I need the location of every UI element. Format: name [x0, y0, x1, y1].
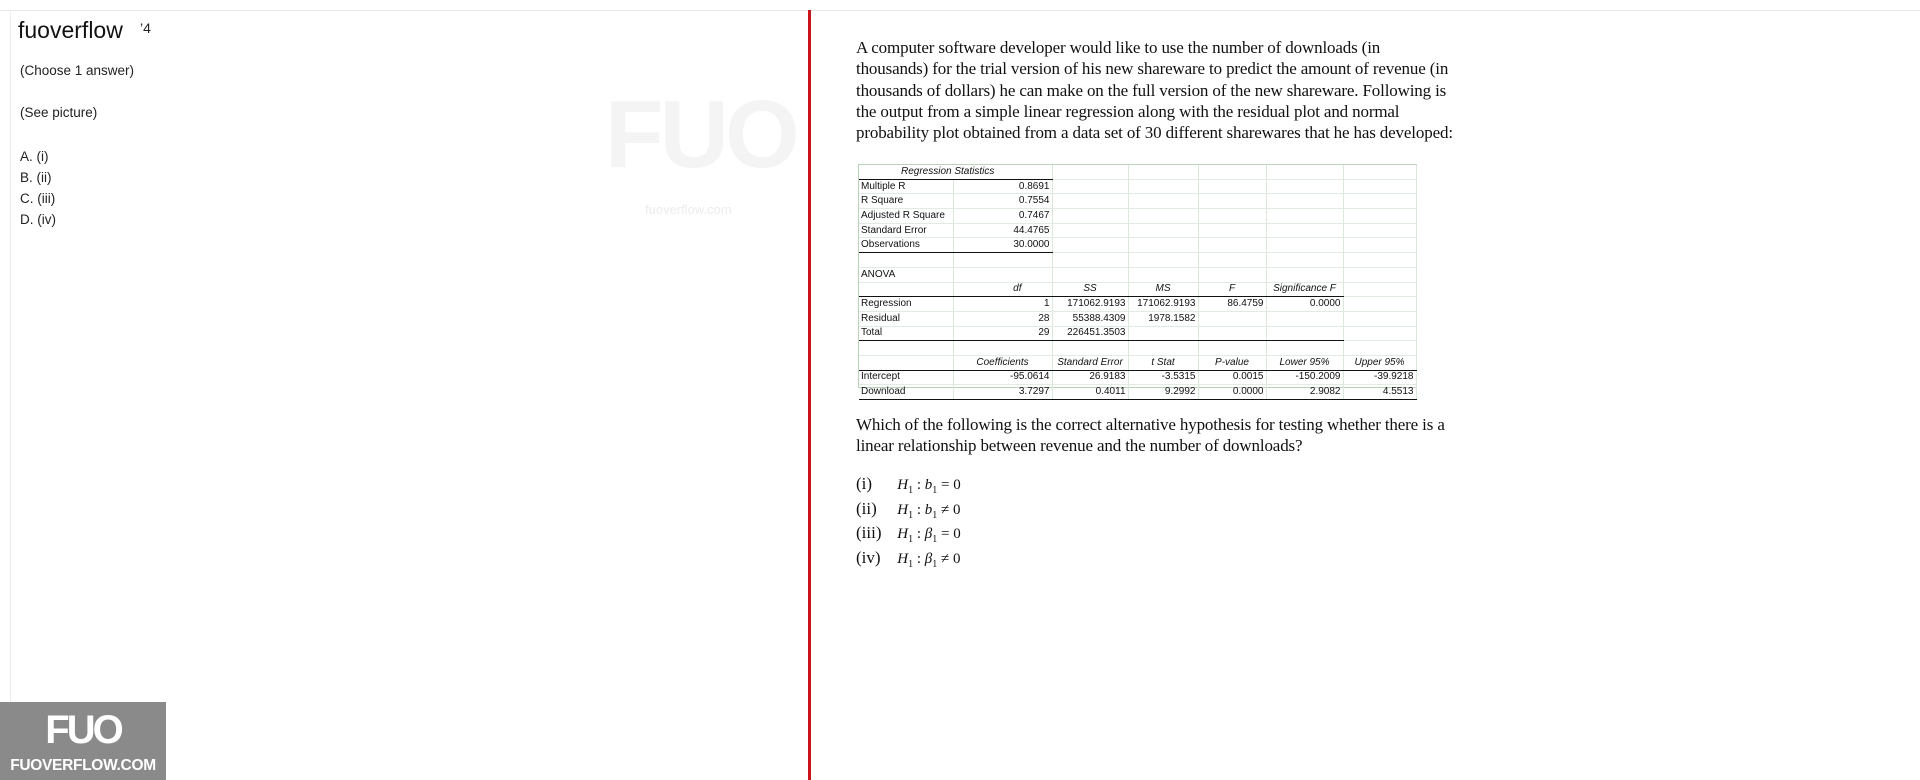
table-row: Intercept -95.0614 26.9183 -3.5315 0.0015 -150.2009 -39.9218 [859, 370, 1416, 385]
table-row: Regression 1 171062.9193 171062.9193 86.4759 0.0000 [859, 297, 1416, 312]
table-row: Standard Error 44.4765 [859, 223, 1416, 238]
question-prompt: Which of the following is the correct alternative hypothesis for testing whether there is a linear relationship between revenue and the number of downloads? [856, 415, 1445, 456]
logo-mark: FUO [45, 708, 121, 752]
answer-instruction: (Choose 1 answer) [20, 63, 135, 78]
table-row: Coefficients Standard Error t Stat P-value Lower 95% Upper 95% [859, 355, 1416, 370]
regression-output-table [858, 164, 1417, 398]
hypothesis-option-ii: (ii) $H_1$ : $b_1 \ne 0$ [856, 498, 961, 521]
table-row: Download 3.7297 0.4011 9.2992 0.0000 2.9082 4.5513 [859, 385, 1416, 400]
hypothesis-option-iii: (iii) $H_1$ : $\beta_1 = 0$ [856, 523, 961, 545]
top-rule [0, 10, 1920, 11]
regression-stats-title: Regression Statistics [859, 165, 1052, 179]
site-title[interactable]: fuoverflow [18, 17, 123, 43]
anova-title: ANOVA [859, 267, 953, 282]
table-row: Residual 28 55388.4309 1978.1582 [859, 311, 1416, 326]
table-row: Total 29 226451.3503 [859, 326, 1416, 341]
table-row: Adjusted R Square 0.7467 [859, 209, 1416, 224]
see-picture-note: (See picture) [20, 105, 98, 120]
fuoverflow-logo[interactable] [0, 702, 166, 780]
table-row [859, 341, 1416, 356]
site-title-suffix: ’4 [140, 20, 151, 36]
question-intro: A computer software developer would like to use the number of downloads (in thousands) for the trial version of his new shareware to predict the amount of revenue (in thousands of dollars) he can make on the full version of the new shareware. Following is the output from a simple linear regression along with the residual plot and normal probability plot obtained from a data set of 30 different sharewares that he has developed: [856, 38, 1453, 143]
table-row: Multiple R 0.8691 [859, 179, 1416, 194]
table-row: R Square 0.7554 [859, 194, 1416, 209]
hypothesis-option-i: (i) $H_1$ : $b_1 = 0$ [856, 474, 961, 496]
table-row [859, 267, 1416, 282]
answer-list [20, 146, 56, 230]
left-border [10, 10, 11, 780]
panel-divider [808, 10, 811, 780]
hypothesis-options [856, 472, 961, 570]
answer-option-d[interactable]: D. (iv) [20, 212, 56, 227]
answer-option-c[interactable]: C. (iii) [20, 191, 56, 206]
table-row [859, 253, 1416, 268]
watermark-logo: FUO [605, 81, 796, 188]
hypothesis-option-iv: (iv) $H_1$ : $\beta_1 \ne 0$ [856, 547, 961, 570]
answer-option-b[interactable]: B. (ii) [20, 170, 52, 185]
table-row: Observations 30.0000 [859, 238, 1416, 253]
table-row [859, 165, 1416, 179]
watermark-url: fuoverflow.com [645, 202, 732, 217]
logo-text: FUOVERFLOW.COM [10, 757, 156, 774]
answer-option-a[interactable]: A. (i) [20, 149, 49, 164]
table-row: df SS MS F Significance F [859, 282, 1416, 297]
